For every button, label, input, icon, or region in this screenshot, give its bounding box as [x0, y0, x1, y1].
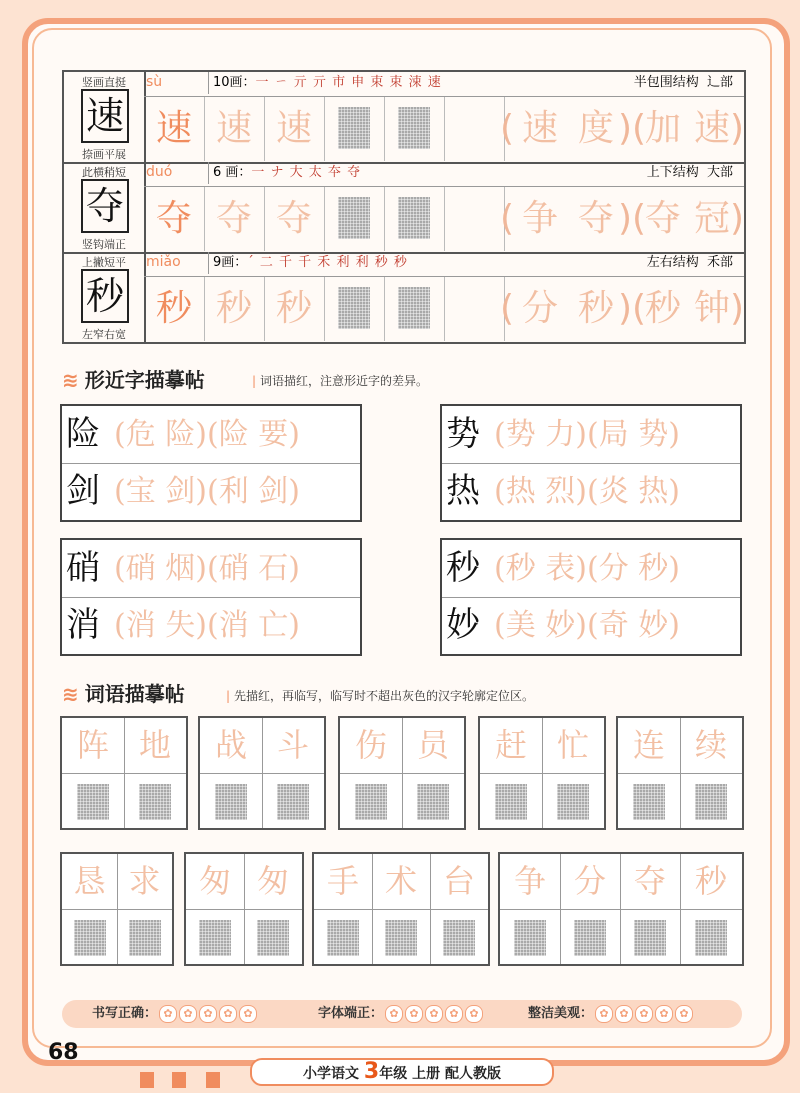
footer-grade-unit: 年级: [379, 1066, 408, 1082]
copy-cell[interactable]: [324, 187, 385, 251]
compare-box: [440, 404, 742, 522]
word-char: 烈: [545, 474, 576, 509]
word-char: 速: [521, 108, 558, 149]
grey-guide: [355, 784, 387, 820]
grey-guide: [443, 920, 475, 956]
radical: 禾部: [706, 255, 733, 270]
star-icon[interactable]: ✿: [179, 1005, 197, 1023]
paren: (: [500, 288, 515, 329]
grey-guide: [74, 920, 106, 956]
word-char: 消: [218, 608, 249, 643]
word-char: 险: [218, 417, 249, 452]
word-char: 势: [638, 417, 669, 452]
char-info: [208, 72, 743, 94]
compare-row: 消 (消 失)(消 亡): [62, 597, 360, 654]
structure: 半包围结构: [633, 75, 699, 90]
paren: )(: [618, 198, 647, 239]
grey-guide: [139, 784, 171, 820]
grey-guide: [129, 920, 161, 956]
grey-guide: [417, 784, 449, 820]
star-icon[interactable]: ✿: [425, 1005, 443, 1023]
section-note: | 词语描红，注意形近字的差异。: [252, 374, 429, 388]
star-icon[interactable]: ✿: [239, 1005, 257, 1023]
compare-row: 热 (热 烈)(炎 热): [442, 463, 740, 520]
word-box: [60, 852, 174, 966]
compare-char: 势: [446, 414, 480, 454]
copy-cell[interactable]: [384, 97, 445, 161]
word-cell[interactable]: 匆: [244, 854, 302, 964]
char-panel: [64, 162, 146, 252]
star-icon[interactable]: ✿: [465, 1005, 483, 1023]
writing-tip-top: 上撇短平: [82, 256, 126, 269]
word-cell[interactable]: 夺: [620, 854, 681, 964]
char-panel: [64, 252, 146, 342]
word-box: [338, 716, 466, 830]
word-box: [198, 716, 326, 830]
decor-square: [206, 1072, 220, 1088]
word-box: [478, 716, 606, 830]
lesson-block: [62, 70, 746, 344]
word-cell[interactable]: 台: [430, 854, 488, 964]
book-footer: [250, 1058, 554, 1086]
word-char: 热: [505, 474, 536, 509]
tracing-cell[interactable]: 夺: [144, 187, 205, 251]
footer-edition: 配人教版: [444, 1066, 501, 1082]
grey-guide: [574, 920, 606, 956]
writing-tip-bottom: 竖钩端正: [82, 238, 126, 251]
rating-bar: [62, 1000, 742, 1028]
grey-guide: [557, 784, 589, 820]
grey-guide: [514, 920, 546, 956]
compare-row: 势 (势 力)(局 势): [442, 406, 740, 464]
word-char: 硝: [218, 551, 249, 586]
word-char: 奇: [598, 608, 629, 643]
writing-tip-top: 此横稍短: [82, 166, 126, 179]
tracing-cell[interactable]: 夺: [264, 187, 325, 251]
word-char: 势: [505, 417, 536, 452]
word-box: [60, 716, 188, 830]
word-cell[interactable]: 匆: [186, 854, 245, 964]
compare-char: 险: [66, 414, 100, 454]
word-char: 要: [258, 417, 289, 452]
paren: (: [500, 198, 515, 239]
grey-guide: [695, 784, 727, 820]
word-char: 利: [218, 474, 249, 509]
word-char: 美: [505, 608, 536, 643]
rating-item: 整洁美观： ✿ ✿ ✿ ✿ ✿: [528, 1000, 693, 1028]
tracing-cell[interactable]: 速: [264, 97, 325, 161]
word-cell[interactable]: 秒: [680, 854, 742, 964]
word-cell[interactable]: 连: [618, 718, 681, 828]
word-box: [184, 852, 304, 966]
word-cell[interactable]: 分: [560, 854, 621, 964]
star-icon[interactable]: ✿: [385, 1005, 403, 1023]
decor-square: [140, 1072, 154, 1088]
structure: 上下结构: [646, 165, 699, 180]
rating-item: 书写正确： ✿ ✿ ✿ ✿ ✿: [92, 1000, 257, 1028]
blank-cell[interactable]: [444, 277, 505, 341]
copy-cell[interactable]: [384, 277, 445, 341]
star-icon[interactable]: ✿: [635, 1005, 653, 1023]
grey-guide: [77, 784, 109, 820]
grey-guide: [634, 920, 666, 956]
word-cell[interactable]: 手: [314, 854, 373, 964]
word-char: 度: [577, 108, 614, 149]
grey-guide: [327, 920, 359, 956]
grey-guide: [495, 784, 527, 820]
section-title: ≋ 词语描摹帖: [62, 682, 185, 706]
word-char: 加: [644, 108, 681, 149]
star-icon[interactable]: ✿: [675, 1005, 693, 1023]
char-panel: [64, 72, 146, 162]
grey-guide: [215, 784, 247, 820]
blank-cell[interactable]: [444, 187, 505, 251]
compare-row: 妙 (美 妙)(奇 妙): [442, 597, 740, 654]
word-char: 剑: [165, 474, 196, 509]
word-cell[interactable]: 阵: [62, 718, 125, 828]
copy-cell[interactable]: [324, 277, 385, 341]
compare-char: 热: [446, 471, 480, 511]
grey-guide: [695, 920, 727, 956]
grey-guide: [338, 197, 370, 239]
practice-cells: [144, 186, 744, 253]
paren: ): [730, 198, 745, 239]
grey-guide: [633, 784, 665, 820]
pinyin: sù: [146, 74, 163, 90]
word-cell[interactable]: 伤: [340, 718, 403, 828]
compare-row: 险 (危 险)(险 要): [62, 406, 360, 464]
compare-box: [60, 404, 362, 522]
star-icon[interactable]: ✿: [595, 1005, 613, 1023]
grey-guide: [338, 107, 370, 149]
word-char: 分: [521, 288, 558, 329]
word-char: 硝: [125, 551, 156, 586]
lesson-row: [64, 252, 744, 342]
model-char: 夺: [81, 179, 129, 233]
word-char: 险: [165, 417, 196, 452]
word-char: 宝: [125, 474, 156, 509]
word-char: 速: [693, 108, 730, 149]
word-char: 力: [545, 417, 576, 452]
tracing-cell[interactable]: 速: [144, 97, 205, 161]
compare-char: 秒: [446, 548, 480, 588]
word-cell[interactable]: 恳: [62, 854, 118, 964]
tracing-cell[interactable]: 夺: [204, 187, 265, 251]
word-char: 冠: [693, 198, 730, 239]
word-box: [616, 716, 744, 830]
radical: 辶部: [706, 75, 733, 90]
word-cell[interactable]: 求: [117, 854, 172, 964]
writing-tip-bottom: 左窄右宽: [82, 328, 126, 341]
word-char: 钟: [693, 288, 730, 329]
tracing-cell[interactable]: 速: [204, 97, 265, 161]
star-icon[interactable]: ✿: [445, 1005, 463, 1023]
compare-row: 硝 (硝 烟)(硝 石): [62, 540, 360, 598]
structure: 左右结构: [646, 255, 699, 270]
word-cell[interactable]: 员: [402, 718, 464, 828]
stroke-sequence: ˊ 二 千 千 禾 利 利 秒 秒: [247, 255, 408, 270]
grey-guide: [398, 107, 430, 149]
star-icon[interactable]: ✿: [655, 1005, 673, 1023]
compare-box: [440, 538, 742, 656]
word-char: 局: [598, 417, 629, 452]
radical: 大部: [706, 165, 733, 180]
word-char: 表: [545, 551, 576, 586]
word-char: 消: [125, 608, 156, 643]
word-char: 夺: [577, 198, 614, 239]
copy-cell[interactable]: [324, 97, 385, 161]
pinyin: duó: [146, 164, 173, 180]
star-icon[interactable]: ✿: [199, 1005, 217, 1023]
model-char: 速: [81, 89, 129, 143]
word-char: 夺: [644, 198, 681, 239]
grey-guide: [277, 784, 309, 820]
word-cell[interactable]: 忙: [542, 718, 604, 828]
word-char: 秒: [638, 551, 669, 586]
word-char: 热: [638, 474, 669, 509]
paren: ): [730, 108, 745, 149]
grey-guide: [338, 287, 370, 329]
compare-char: 消: [66, 605, 100, 645]
star-icon[interactable]: ✿: [159, 1005, 177, 1023]
compare-char: 硝: [66, 548, 100, 588]
paren: ): [730, 288, 745, 329]
compare-char: 妙: [446, 605, 480, 645]
rating-item: 字体端正： ✿ ✿ ✿ ✿ ✿: [318, 1000, 483, 1028]
word-cell[interactable]: 战: [200, 718, 263, 828]
stroke-sequence: 一 ㄧ 亓 亓 市 申 束 束 涑 速: [255, 75, 442, 90]
word-char: 剑: [258, 474, 289, 509]
footer-grade: 3: [363, 1059, 380, 1084]
writing-tip-top: 竖画直挺: [82, 76, 126, 89]
compare-row: 秒 (秒 表)(分 秒): [442, 540, 740, 598]
blank-cell[interactable]: [444, 97, 505, 161]
word-char: 秒: [577, 288, 614, 329]
stroke-count: 10画：: [213, 75, 256, 90]
grey-guide: [257, 920, 289, 956]
char-info: [208, 252, 743, 274]
compare-char: 剑: [66, 471, 100, 511]
word-char: 烟: [165, 551, 196, 586]
word-char: 石: [258, 551, 289, 586]
grey-guide: [385, 920, 417, 956]
paren: (: [500, 108, 515, 149]
model-char: 秒: [81, 269, 129, 323]
word-cell[interactable]: 续: [680, 718, 742, 828]
star-icon[interactable]: ✿: [615, 1005, 633, 1023]
word-box: [498, 852, 744, 966]
tracing-cell[interactable]: 秒: [264, 277, 325, 341]
compare-row: 剑 (宝 剑)(利 剑): [62, 463, 360, 520]
word-cell[interactable]: 地: [124, 718, 186, 828]
word-char: 秒: [505, 551, 536, 586]
stroke-count: 9画：: [213, 255, 248, 270]
stroke-count: 6 画：: [213, 165, 252, 180]
grey-guide: [398, 197, 430, 239]
grey-guide: [199, 920, 231, 956]
word-char: 争: [521, 198, 558, 239]
footer-term: 上册: [412, 1066, 441, 1082]
word-cell[interactable]: 赶: [480, 718, 543, 828]
compare-box: [60, 538, 362, 656]
decor-square: [172, 1072, 186, 1088]
tracing-cell[interactable]: 秒: [204, 277, 265, 341]
word-char: 危: [125, 417, 156, 452]
paren: )(: [618, 288, 647, 329]
word-cell[interactable]: 斗: [262, 718, 324, 828]
word-box: [312, 852, 490, 966]
word-char: 分: [598, 551, 629, 586]
word-char: 秒: [644, 288, 681, 329]
word-char: 失: [165, 608, 196, 643]
word-cell[interactable]: 争: [500, 854, 561, 964]
section-title: ≋ 形近字描摹帖: [62, 368, 205, 392]
copy-cell[interactable]: [384, 187, 445, 251]
paren: )(: [618, 108, 647, 149]
char-info: [208, 162, 743, 184]
page-number: 68: [48, 1040, 79, 1065]
grey-guide: [398, 287, 430, 329]
stroke-sequence: 一 ナ 大 太 夲 夺: [251, 165, 362, 180]
star-icon[interactable]: ✿: [219, 1005, 237, 1023]
section-note: | 先描红，再临写，临写时不超出灰色的汉字轮廓定位区。: [226, 689, 535, 703]
word-char: 妙: [545, 608, 576, 643]
word-char: 妙: [638, 608, 669, 643]
lesson-row: [64, 162, 744, 254]
word-char: 亡: [258, 608, 289, 643]
pinyin: miǎo: [146, 254, 181, 270]
tracing-cell[interactable]: 秒: [144, 277, 205, 341]
star-icon[interactable]: ✿: [405, 1005, 423, 1023]
word-cell[interactable]: 术: [372, 854, 431, 964]
writing-tip-bottom: 捺画平展: [82, 148, 126, 161]
lesson-row: [64, 72, 744, 164]
practice-cells: [144, 96, 744, 163]
word-char: 炎: [598, 474, 629, 509]
footer-subject: 小学语文: [303, 1066, 360, 1082]
practice-cells: [144, 276, 744, 343]
